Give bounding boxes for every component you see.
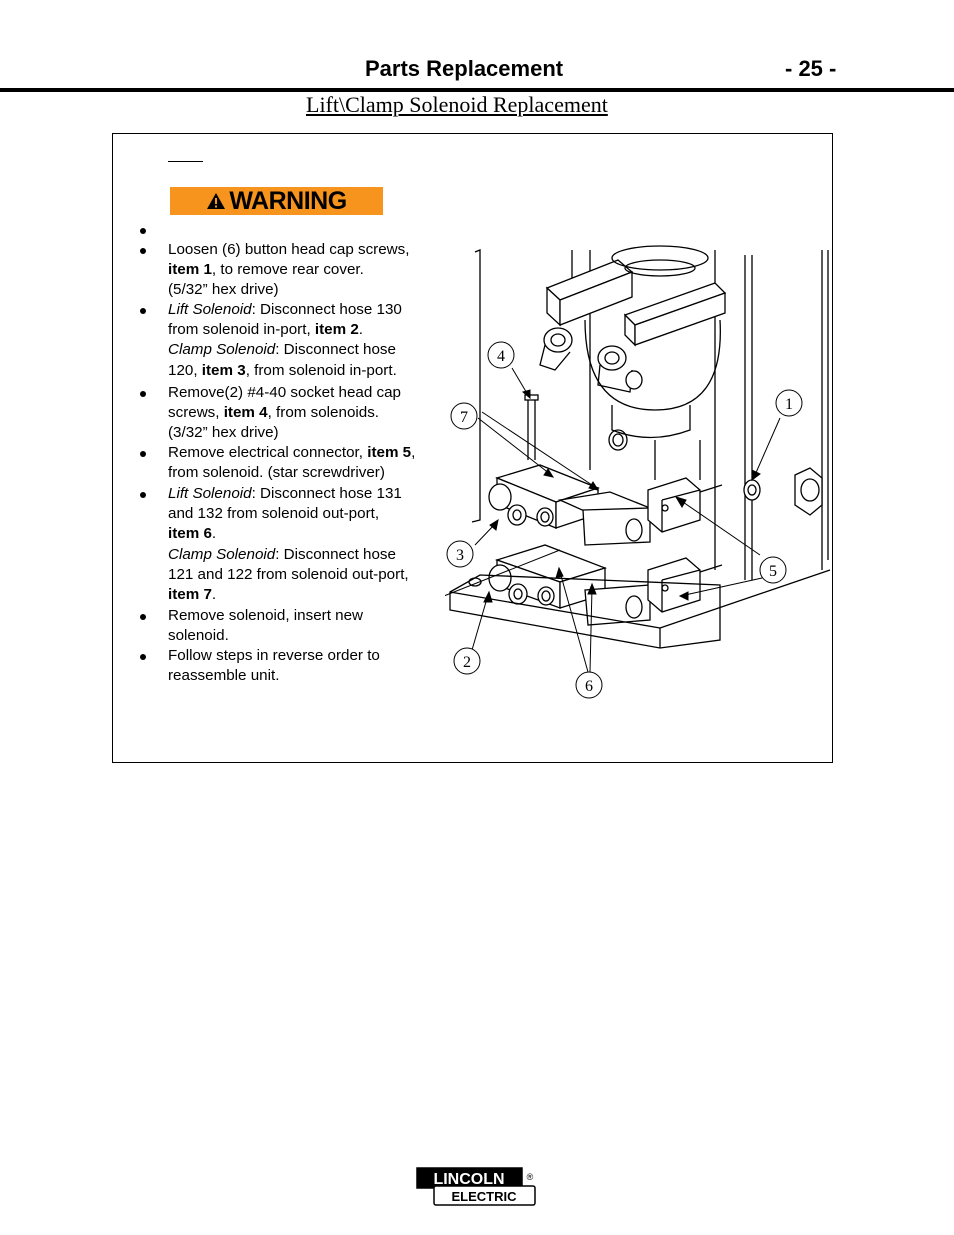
callout-3 — [447, 541, 473, 567]
step-line: Loosen (6) button head cap screws, — [168, 241, 410, 258]
step-line: Remove solenoid, insert new — [168, 607, 364, 624]
step-line: Follow steps in reverse order to — [168, 647, 380, 664]
page-number: - 25 - — [785, 56, 837, 81]
step-line: 120, item 3, from solenoid in-port. — [168, 361, 397, 379]
step-line: screws, item 4, from solenoids. — [168, 404, 380, 422]
short-rule — [168, 161, 203, 162]
step-line: item 1, to remove rear cover. — [168, 261, 364, 279]
step-line: item 6. — [168, 525, 217, 543]
step-line: (5/32” hex drive) — [168, 281, 279, 299]
step-line: solenoid. — [168, 627, 229, 645]
step-line: Remove(2) #4-40 socket head cap — [168, 384, 402, 401]
svg-text:3: 3 — [456, 547, 464, 564]
step-line: from solenoid in-port, item 2. — [168, 321, 364, 339]
step-line: reassemble unit. — [168, 667, 280, 685]
svg-text:2: 2 — [463, 654, 471, 671]
callout-1 — [776, 390, 802, 416]
step-line: from solenoid. (star screwdriver) — [168, 464, 385, 482]
svg-text:5: 5 — [769, 563, 777, 580]
callout-7 — [451, 403, 477, 429]
step-line: Lift Solenoid: Disconnect hose 130 — [168, 301, 402, 318]
step-line: Clamp Solenoid: Disconnect hose — [168, 341, 396, 359]
warning-icon — [206, 192, 226, 210]
svg-text:ELECTRIC: ELECTRIC — [451, 1189, 517, 1204]
callout-6 — [576, 672, 602, 698]
step-line: Remove electrical connector, item 5, — [168, 444, 416, 461]
step-line: Lift Solenoid: Disconnect hose 131 — [168, 485, 402, 502]
solenoid-assembly-diagram — [445, 240, 835, 710]
svg-text:®: ® — [526, 1172, 534, 1182]
svg-text:7: 7 — [460, 409, 468, 426]
section-title: Parts Replacement — [365, 56, 564, 81]
step-line: item 7. — [168, 586, 217, 604]
step-line: (3/32” hex drive) — [168, 424, 279, 442]
warning-label: WARNING — [229, 186, 347, 215]
callout-4 — [488, 342, 514, 368]
callout-2 — [454, 648, 480, 674]
step-line: Clamp Solenoid: Disconnect hose — [168, 545, 396, 563]
page-subtitle: Lift\Clamp Solenoid Replacement — [306, 92, 608, 117]
warning-banner — [170, 187, 383, 215]
svg-text:6: 6 — [585, 678, 593, 695]
step-line: 121 and 122 from solenoid out-port, — [168, 565, 409, 583]
lincoln-electric-logo — [416, 1166, 536, 1207]
svg-text:LINCOLN: LINCOLN — [433, 1171, 505, 1188]
callout-5 — [760, 557, 786, 583]
step-line: and 132 from solenoid out-port, — [168, 505, 380, 523]
svg-text:1: 1 — [785, 396, 793, 413]
svg-text:4: 4 — [497, 348, 505, 365]
